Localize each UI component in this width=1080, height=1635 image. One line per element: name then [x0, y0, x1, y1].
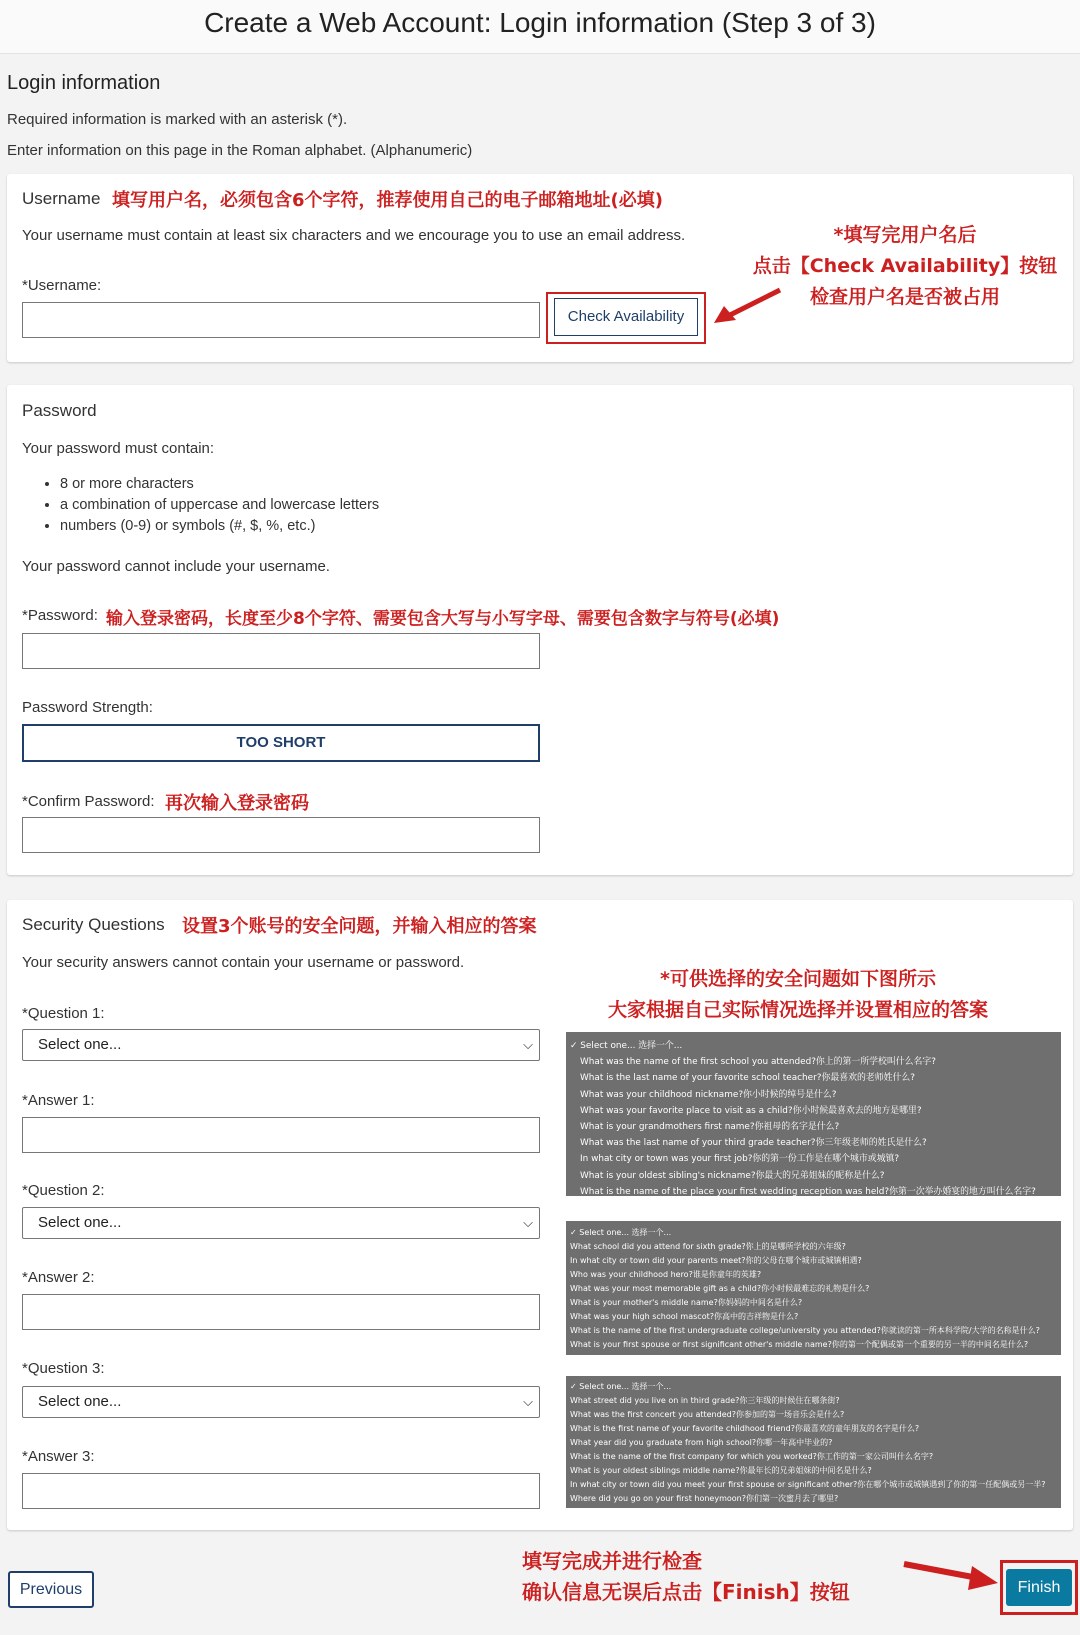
question-1-options-menu	[566, 1032, 1061, 1196]
question-2-label: *Question 2:	[22, 1182, 105, 1199]
menu-option: In what city or town was your first job?你的第一份工作是在哪个城市或城镇?	[580, 1154, 900, 1165]
password-input[interactable]	[22, 633, 540, 669]
security-help: Your security answers cannot contain your username or password.	[22, 954, 465, 971]
alphabet-note: Enter information on this page in the Roman alphabet. (Alphanumeric)	[7, 142, 473, 159]
required-note: Required information is marked with an asterisk (*).	[7, 111, 348, 128]
question-2-select[interactable]	[22, 1207, 540, 1239]
chevron-down-icon: ⌵	[523, 1215, 533, 1230]
question-1-select[interactable]	[22, 1029, 540, 1061]
question-1-value: Select one...	[38, 1036, 122, 1053]
password-requirements	[60, 476, 379, 539]
list-item: • a combination of uppercase and lowercase letters	[60, 497, 379, 513]
menu-option: What was the last name of your third grade teacher?你三年级老师的姓氏是什么?	[580, 1138, 927, 1149]
answer-1-input[interactable]	[22, 1117, 540, 1153]
answer-2-label: *Answer 2:	[22, 1269, 95, 1286]
username-input[interactable]	[22, 302, 540, 338]
list-item: • 8 or more characters	[60, 476, 379, 492]
menu-option: What was the name of the first school you attended?你上的第一所学校叫什么名字?	[580, 1057, 936, 1068]
password-strength-meter: TOO SHORT	[22, 724, 540, 762]
page-title: Create a Web Account: Login information (Step 3 of 3)	[204, 7, 876, 38]
previous-button[interactable]: Previous	[8, 1571, 94, 1608]
menu-option: What school did you attend for sixth grade?你上的是哪所学校的六年级?	[570, 1242, 846, 1251]
menu-option: What is your mother's middle name?你妈妈的中间名是什么?	[570, 1298, 803, 1307]
menu-option: What is your oldest sibling's nickname?你最大的兄弟姐妹的昵称是什么?	[580, 1170, 885, 1181]
menu-annotation-line: *可供选择的安全问题如下图所示	[660, 968, 936, 990]
password-annotation: 输入登录密码，长度至少8个字符、需要包含大写与小写字母、需要包含数字与符号(必填)	[106, 609, 780, 629]
menu-option: Who was your childhood hero?谁是你童年的英雄?	[570, 1270, 762, 1279]
menu-option: What is your first spouse or first significant other's middle name?你的第一个配偶或第一个重要的另一半的中间名是什么?	[570, 1340, 1029, 1349]
arrow-icon	[900, 1556, 1000, 1594]
menu-option: What is your oldest siblings middle name?你最年长的兄弟姐妹的中间名是什么?	[570, 1466, 872, 1475]
password-label: *Password:	[22, 607, 98, 624]
question-3-options-menu	[566, 1376, 1061, 1508]
answer-3-input[interactable]	[22, 1473, 540, 1509]
menu-option: What was your most memorable gift as a child?你小时候最难忘的礼物是什么?	[570, 1284, 870, 1293]
finish-annotation-line: 确认信息无误后点击【Finish】按钮	[522, 1580, 850, 1604]
menu-option: What was the first concert you attended?你参加的第一场音乐会是什么?	[570, 1410, 845, 1419]
security-annotation: 设置3个账号的安全问题，并输入相应的答案	[182, 916, 537, 937]
username-label: *Username:	[22, 277, 102, 294]
chevron-down-icon: ⌵	[523, 1037, 533, 1052]
password-exclusion: Your password cannot include your username.	[22, 558, 330, 575]
menu-option: What is the first name of your favorite childhood friend?你最喜欢的童年朋友的名字是什么?	[570, 1424, 920, 1433]
finish-button[interactable]: Finish	[1006, 1569, 1072, 1606]
question-3-value: Select one...	[38, 1393, 122, 1410]
answer-3-label: *Answer 3:	[22, 1448, 95, 1465]
page-header	[0, 0, 1080, 54]
menu-annotation-line: 大家根据自己实际情况选择并设置相应的答案	[607, 999, 988, 1021]
check-annotation-line: 点击【Check Availability】按钮	[752, 255, 1058, 277]
confirm-password-label: *Confirm Password:	[22, 793, 155, 810]
section-heading: Login information	[7, 72, 161, 94]
question-2-options-menu	[566, 1221, 1061, 1355]
menu-option: Where did you go on your first honeymoon?你们第一次蜜月去了哪里?	[570, 1494, 839, 1503]
confirm-password-input[interactable]	[22, 817, 540, 853]
menu-option: ✓ Select one... 选择一个...	[570, 1382, 672, 1391]
question-3-select[interactable]	[22, 1386, 540, 1418]
check-annotation-line: *填写完用户名后	[833, 224, 977, 246]
confirm-annotation: 再次输入登录密码	[165, 793, 309, 814]
menu-annotation	[578, 964, 1018, 1026]
check-annotation	[745, 220, 1065, 313]
finish-annotation	[522, 1546, 850, 1608]
menu-option: ✓ Select one... 选择一个...	[570, 1041, 683, 1051]
menu-option: What year did you graduate from high school?你哪一年高中毕业的?	[570, 1438, 833, 1447]
menu-option: What is the last name of your favorite school teacher?你最喜欢的老师姓什么?	[580, 1073, 915, 1084]
question-1-label: *Question 1:	[22, 1005, 105, 1022]
username-title: Username	[22, 189, 101, 208]
answer-2-input[interactable]	[22, 1294, 540, 1330]
menu-option: ✓ Select one... 选择一个...	[570, 1228, 672, 1237]
username-annotation: 填写用户名，必须包含6个字符，推荐使用自己的电子邮箱地址(必填)	[112, 190, 663, 211]
strength-label: Password Strength:	[22, 699, 153, 716]
menu-option: What is your grandmothers first name?你祖母的名字是什么?	[580, 1122, 840, 1133]
menu-option: What street did you live on in third grade?你三年级的时候住在哪条街?	[570, 1396, 840, 1405]
menu-option: What is the name of the place your first wedding reception was held?你第一次举办婚宴的地方叫什么名字?	[580, 1186, 1036, 1197]
menu-option: In what city or town did your parents meet?你的父母在哪个城市或城镇相遇?	[570, 1256, 862, 1265]
security-title: Security Questions	[22, 915, 165, 934]
menu-option: In what city or town did you meet your first spouse or significant other?你在哪个城市或城镇遇到了你的第一任配偶或另一半?	[570, 1480, 1046, 1489]
menu-option: What is the name of the first undergraduate college/university you attended?你就读的第一所本科学院/大学的名称是什么?	[570, 1326, 1040, 1335]
password-title: Password	[22, 401, 97, 420]
menu-option: What was your childhood nickname?你小时候的绰号是什么?	[580, 1089, 837, 1100]
check-annotation-line: 检查用户名是否被占用	[809, 286, 1000, 308]
username-help: Your username must contain at least six characters and we encourage you to use an email address.	[22, 227, 686, 244]
chevron-down-icon: ⌵	[523, 1394, 533, 1409]
finish-annotation-line: 填写完成并进行检查	[522, 1549, 702, 1573]
password-intro: Your password must contain:	[22, 440, 215, 457]
menu-option: What was your high school mascot?你高中的吉祥物是什么?	[570, 1312, 799, 1321]
question-3-label: *Question 3:	[22, 1360, 105, 1377]
check-availability-button[interactable]: Check Availability	[554, 298, 698, 336]
answer-1-label: *Answer 1:	[22, 1092, 95, 1109]
question-2-value: Select one...	[38, 1214, 122, 1231]
menu-option: What is the name of the first company for which you worked?你工作的第一家公司叫什么名字?	[570, 1452, 934, 1461]
list-item: • numbers (0-9) or symbols (#, $, %, etc.)	[60, 518, 379, 534]
menu-option: What was your favorite place to visit as a child?你小时候最喜欢去的地方是哪里?	[580, 1105, 922, 1116]
